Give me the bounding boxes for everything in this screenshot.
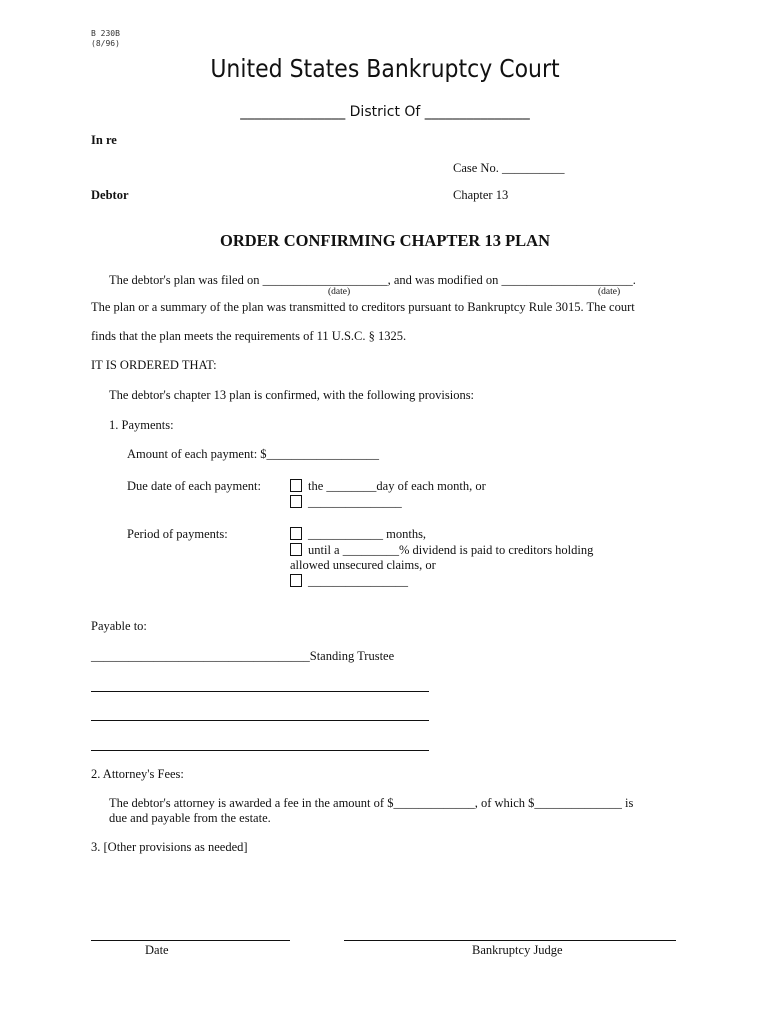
attorney-fee-line-1: The debtor's attorney is awarded a fee in the amount of $_____________, of which $______________ is	[109, 796, 634, 810]
other-provisions-heading: 3. [Other provisions as needed]	[91, 840, 248, 854]
checkbox-icon[interactable]	[290, 495, 302, 508]
period-option-3-text: ________________	[308, 574, 408, 588]
payments-heading: 1. Payments:	[109, 418, 174, 432]
case-number: Case No. __________	[453, 161, 565, 175]
chapter-label: Chapter 13	[453, 188, 509, 202]
in-re-label: In re	[91, 133, 117, 147]
judge-label: Bankruptcy Judge	[472, 943, 563, 957]
plan-transmitted-line: The plan or a summary of the plan was transmitted to creditors pursuant to Bankruptcy Rule 3015. The court	[91, 300, 635, 314]
due-option-1-text: the ________day of each month, or	[308, 479, 486, 493]
checkbox-icon[interactable]	[290, 543, 302, 556]
period-option-months	[290, 527, 426, 542]
checkbox-icon[interactable]	[290, 527, 302, 540]
period-option-other	[290, 574, 408, 589]
period-option-dividend	[290, 543, 593, 558]
form-date: (8/96)	[91, 39, 120, 48]
period-option-dividend-cont: allowed unsecured claims, or	[290, 558, 436, 572]
date-label-filed: (date)	[328, 287, 351, 297]
checkbox-icon[interactable]	[290, 574, 302, 587]
plan-confirmed-line: The debtor's chapter 13 plan is confirmed, with the following provisions:	[109, 388, 475, 402]
attorney-fee-line-2: due and payable from the estate.	[109, 811, 271, 825]
period-option-2-text: until a _________% dividend is paid to creditors holding	[308, 543, 594, 557]
payment-amount-field: Amount of each payment: $__________________	[127, 447, 380, 461]
due-date-option-other	[290, 495, 402, 510]
period-label: Period of payments:	[127, 527, 228, 541]
judge-signature-line	[344, 940, 676, 941]
court-finds-line: finds that the plan meets the requirements of 11 U.S.C. § 1325.	[91, 329, 407, 343]
period-option-1-text: ____________ months,	[308, 527, 427, 541]
payee-address-line	[91, 750, 429, 751]
district-line: _______________ District Of _______________	[240, 104, 530, 120]
due-date-label: Due date of each payment:	[127, 479, 261, 493]
payee-address-line	[91, 691, 429, 692]
attorney-fees-heading: 2. Attorney's Fees:	[91, 767, 184, 781]
due-option-2-text: _______________	[308, 495, 402, 509]
payable-to-label: Payable to:	[91, 619, 147, 633]
plan-filed-line: The debtor's plan was filed on ____________________, and was modified on _____________________.	[109, 273, 636, 287]
standing-trustee-line: ___________________________________Standing Trustee	[91, 649, 395, 663]
checkbox-icon[interactable]	[290, 479, 302, 492]
due-date-option-monthly	[290, 479, 486, 494]
date-signature-line	[91, 940, 290, 941]
debtor-label: Debtor	[91, 188, 129, 202]
date-label-modified: (date)	[598, 287, 621, 297]
order-title: ORDER CONFIRMING CHAPTER 13 PLAN	[220, 231, 550, 250]
ordered-heading: IT IS ORDERED THAT:	[91, 358, 217, 372]
court-title: United States Bankruptcy Court	[210, 54, 560, 83]
payee-address-line	[91, 720, 429, 721]
form-number: B 230B	[91, 29, 120, 38]
date-label: Date	[145, 943, 169, 957]
